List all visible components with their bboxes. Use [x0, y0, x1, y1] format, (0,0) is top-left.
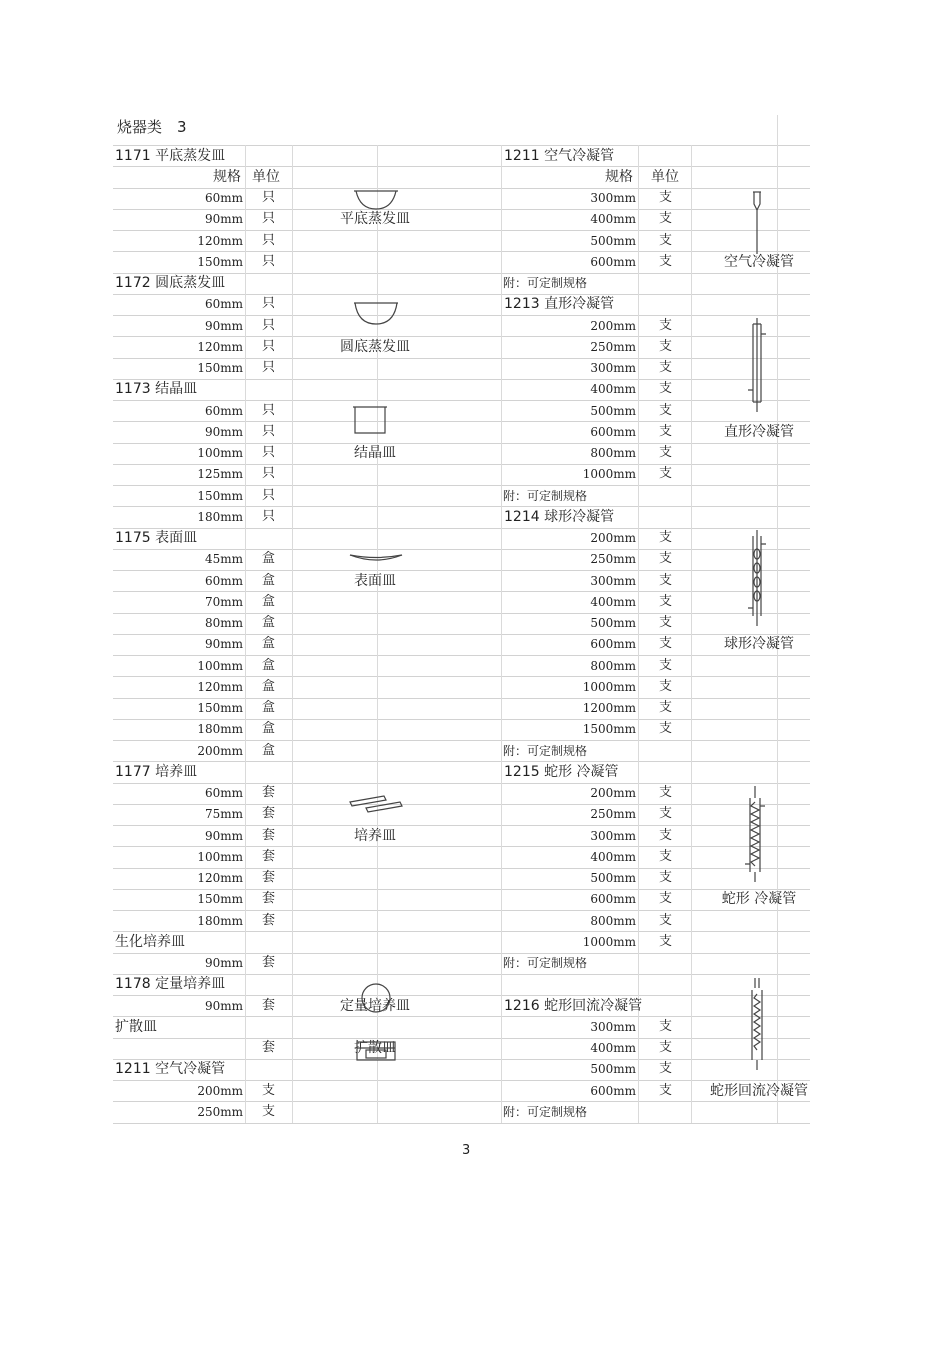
left-unit-value: 支 — [262, 1103, 276, 1119]
coil-condenser-icon — [742, 784, 768, 884]
left-spec-value: 200mm — [197, 1083, 243, 1098]
right-spec-value: 250mm — [590, 807, 636, 822]
left-unit-value: 支 — [262, 1082, 276, 1098]
left-unit-value: 盒 — [262, 657, 276, 673]
left-unit-value: 只 — [262, 232, 276, 248]
right-spec-value: 1500mm — [582, 722, 636, 737]
right-unit-header: 单位 — [651, 168, 679, 185]
left-spec-value: 90mm — [204, 637, 243, 652]
right-unit-value: 支 — [659, 466, 673, 482]
grid-row-line — [113, 634, 810, 635]
left-section-title: 生化培养皿 — [115, 933, 185, 950]
left-unit-value: 套 — [262, 997, 276, 1013]
grid-column-line — [245, 145, 246, 1123]
left-spec-value: 150mm — [197, 892, 243, 907]
right-spec-value: 250mm — [590, 339, 636, 354]
left-unit-value: 套 — [262, 848, 276, 864]
right-unit-value: 支 — [659, 445, 673, 461]
right-spec-value: 500mm — [590, 403, 636, 418]
custom-spec-note: 附：可定制规格 — [503, 743, 588, 758]
left-spec-value: 70mm — [204, 594, 243, 609]
grid-column-line — [777, 115, 778, 145]
left-spec-value: 90mm — [204, 956, 243, 971]
right-spec-value: 400mm — [590, 849, 636, 864]
left-spec-value: 120mm — [197, 233, 243, 248]
left-spec-value: 75mm — [204, 807, 243, 822]
left-unit-value: 盒 — [262, 721, 276, 737]
right-unit-value: 支 — [659, 338, 673, 354]
grid-row-line — [113, 613, 810, 614]
right-spec-value: 800mm — [590, 913, 636, 928]
right-section-title: 1213 直形冷凝管 — [504, 296, 615, 313]
grid-row-line — [113, 294, 810, 295]
left-section-title: 1173 结晶皿 — [115, 381, 198, 398]
page-title: 烧器类 3 — [117, 118, 187, 136]
grid-row-line — [113, 1123, 810, 1124]
left-spec-value: 180mm — [197, 913, 243, 928]
left-unit-value: 套 — [262, 955, 276, 971]
grid-row-line — [113, 251, 810, 252]
grid-row-line — [113, 400, 810, 401]
grid-row-line — [113, 591, 810, 592]
right-spec-value: 300mm — [590, 361, 636, 376]
custom-spec-note: 附：可定制规格 — [503, 276, 588, 291]
left-unit-value: 套 — [262, 870, 276, 886]
left-unit-value: 套 — [262, 912, 276, 928]
grid-row-line — [113, 931, 810, 932]
left-spec-value: 150mm — [197, 361, 243, 376]
grid-row-line — [113, 549, 810, 550]
grid-row-line — [113, 570, 810, 571]
left-unit-value: 只 — [262, 211, 276, 227]
quantitative-culture-dish-icon — [359, 982, 393, 1014]
right-section-title: 1215 蛇形 冷凝管 — [504, 763, 619, 780]
grid-row-line — [113, 421, 810, 422]
grid-row-line — [113, 528, 810, 529]
right-spec-value: 500mm — [590, 616, 636, 631]
left-unit-value: 只 — [262, 445, 276, 461]
diffusion-dish-icon — [355, 1040, 397, 1062]
right-section-title: 1214 球形冷凝管 — [504, 508, 615, 525]
left-spec-value: 60mm — [204, 786, 243, 801]
left-spec-value: 150mm — [197, 254, 243, 269]
right-spec-header: 规格 — [605, 168, 633, 185]
right-unit-value: 支 — [659, 551, 673, 567]
left-spec-value: 125mm — [197, 467, 243, 482]
left-unit-value: 盒 — [262, 636, 276, 652]
grid-row-line — [113, 145, 810, 146]
grid-row-line — [113, 698, 810, 699]
left-spec-value: 120mm — [197, 871, 243, 886]
left-section-title: 1177 培养皿 — [115, 763, 198, 780]
left-spec-value: 150mm — [197, 488, 243, 503]
left-section-title: 1175 表面皿 — [115, 530, 198, 547]
right-unit-value: 支 — [659, 593, 673, 609]
right-spec-value: 200mm — [590, 786, 636, 801]
grid-row-line — [113, 868, 810, 869]
left-spec-value: 180mm — [197, 722, 243, 737]
left-spec-value: 100mm — [197, 658, 243, 673]
left-item-caption: 培养皿 — [354, 827, 396, 844]
right-spec-value: 400mm — [590, 1041, 636, 1056]
straight-condenser-icon — [746, 316, 768, 414]
grid-row-line — [113, 783, 810, 784]
right-unit-value: 支 — [659, 721, 673, 737]
left-item-caption: 结晶皿 — [354, 445, 396, 462]
grid-row-line — [113, 761, 810, 762]
right-spec-value: 500mm — [590, 871, 636, 886]
custom-spec-note: 附：可定制规格 — [503, 956, 588, 971]
right-spec-value: 600mm — [590, 892, 636, 907]
right-spec-value: 300mm — [590, 573, 636, 588]
left-spec-value: 200mm — [197, 743, 243, 758]
grid-row-line — [113, 464, 810, 465]
right-spec-value: 300mm — [590, 1019, 636, 1034]
right-unit-value: 支 — [659, 1061, 673, 1077]
left-spec-value: 90mm — [204, 212, 243, 227]
grid-row-line — [113, 910, 810, 911]
grid-row-line — [113, 209, 810, 210]
right-unit-value: 支 — [659, 530, 673, 546]
left-unit-value: 套 — [262, 891, 276, 907]
page-number: 3 — [462, 1143, 471, 1158]
grid-row-line — [113, 846, 810, 847]
right-unit-value: 支 — [659, 657, 673, 673]
right-unit-value: 支 — [659, 891, 673, 907]
left-unit-value: 盒 — [262, 700, 276, 716]
right-unit-value: 支 — [659, 253, 673, 269]
right-unit-value: 支 — [659, 360, 673, 376]
left-spec-value: 60mm — [204, 403, 243, 418]
right-spec-value: 600mm — [590, 254, 636, 269]
grid-row-line — [113, 506, 810, 507]
left-spec-value: 90mm — [204, 318, 243, 333]
grid-column-line — [691, 145, 692, 1123]
right-unit-value: 支 — [659, 1018, 673, 1034]
left-spec-value: 60mm — [204, 297, 243, 312]
right-unit-value: 支 — [659, 806, 673, 822]
right-unit-value: 支 — [659, 423, 673, 439]
bulb-condenser-icon — [746, 528, 768, 628]
left-unit-value: 只 — [262, 508, 276, 524]
right-spec-value: 600mm — [590, 424, 636, 439]
left-unit-value: 盒 — [262, 572, 276, 588]
left-unit-value: 盒 — [262, 593, 276, 609]
right-spec-value: 1200mm — [582, 701, 636, 716]
left-spec-value: 60mm — [204, 573, 243, 588]
crystallizing-dish-icon — [352, 405, 388, 435]
grid-column-line — [377, 145, 378, 1123]
grid-row-line — [113, 336, 810, 337]
right-spec-value: 250mm — [590, 552, 636, 567]
left-section-title: 1172 圆底蒸发皿 — [115, 275, 226, 292]
left-unit-value: 只 — [262, 317, 276, 333]
left-spec-value: 150mm — [197, 701, 243, 716]
grid-row-line — [113, 974, 810, 975]
right-item-caption: 蛇形回流冷凝管 — [710, 1082, 808, 1099]
right-spec-value: 1000mm — [582, 934, 636, 949]
grid-row-line — [113, 273, 810, 274]
right-unit-value: 支 — [659, 1040, 673, 1056]
left-unit-value: 套 — [262, 827, 276, 843]
left-unit-value: 只 — [262, 487, 276, 503]
round-bottom-evaporating-dish-icon — [352, 300, 400, 326]
grid-row-line — [113, 166, 810, 167]
right-spec-value: 500mm — [590, 1062, 636, 1077]
grid-row-line — [113, 1038, 810, 1039]
grid-row-line — [113, 995, 810, 996]
left-item-caption: 平底蒸发皿 — [340, 211, 410, 228]
left-spec-header: 规格 — [213, 168, 241, 185]
right-unit-value: 支 — [659, 211, 673, 227]
right-unit-value: 支 — [659, 317, 673, 333]
left-spec-value: 250mm — [197, 1104, 243, 1119]
grid-row-line — [113, 804, 810, 805]
grid-row-line — [113, 740, 810, 741]
left-section-title: 1178 定量培养皿 — [115, 976, 226, 993]
right-unit-value: 支 — [659, 785, 673, 801]
left-spec-value: 100mm — [197, 849, 243, 864]
left-spec-value: 120mm — [197, 679, 243, 694]
right-unit-value: 支 — [659, 1082, 673, 1098]
right-spec-value: 400mm — [590, 212, 636, 227]
left-unit-value: 只 — [262, 253, 276, 269]
left-item-caption: 定量培养皿 — [340, 997, 410, 1014]
right-spec-value: 400mm — [590, 594, 636, 609]
right-spec-value: 800mm — [590, 658, 636, 673]
watch-glass-icon — [348, 550, 404, 564]
right-unit-value: 支 — [659, 870, 673, 886]
grid-column-line — [638, 145, 639, 1123]
grid-row-line — [113, 719, 810, 720]
grid-row-line — [113, 315, 810, 316]
left-unit-value: 只 — [262, 338, 276, 354]
left-item-caption: 圆底蒸发皿 — [340, 338, 410, 355]
left-spec-value: 45mm — [204, 552, 243, 567]
grid-row-line — [113, 188, 810, 189]
grid-row-line — [113, 889, 810, 890]
right-unit-value: 支 — [659, 933, 673, 949]
left-unit-value: 盒 — [262, 615, 276, 631]
right-unit-value: 支 — [659, 827, 673, 843]
left-section-title: 扩散皿 — [115, 1018, 157, 1035]
grid-row-line — [113, 953, 810, 954]
left-unit-value: 只 — [262, 190, 276, 206]
grid-row-line — [113, 1080, 810, 1081]
right-spec-value: 1000mm — [582, 679, 636, 694]
flat-bottom-evaporating-dish-icon — [352, 188, 400, 212]
left-unit-value: 盒 — [262, 551, 276, 567]
left-unit-value: 只 — [262, 360, 276, 376]
right-unit-value: 支 — [659, 615, 673, 631]
right-spec-value: 200mm — [590, 531, 636, 546]
left-spec-value: 90mm — [204, 828, 243, 843]
right-unit-value: 支 — [659, 190, 673, 206]
grid-row-line — [113, 379, 810, 380]
left-section-title: 1211 空气冷凝管 — [115, 1061, 226, 1078]
right-item-caption: 球形冷凝管 — [724, 636, 794, 653]
right-spec-value: 500mm — [590, 233, 636, 248]
left-item-caption: 表面皿 — [354, 572, 396, 589]
left-unit-value: 只 — [262, 423, 276, 439]
right-section-title: 1216 蛇形回流冷凝管 — [504, 997, 643, 1014]
left-spec-value: 90mm — [204, 424, 243, 439]
right-spec-value: 1000mm — [582, 467, 636, 482]
right-spec-value: 600mm — [590, 637, 636, 652]
right-section-title: 1211 空气冷凝管 — [504, 147, 615, 164]
grid-row-line — [113, 485, 810, 486]
grid-row-line — [113, 1101, 810, 1102]
left-unit-value: 盒 — [262, 678, 276, 694]
right-unit-value: 支 — [659, 572, 673, 588]
grid-row-line — [113, 1059, 810, 1060]
grid-row-line — [113, 825, 810, 826]
petri-dish-icon — [348, 792, 404, 816]
left-unit-value: 只 — [262, 296, 276, 312]
left-unit-header: 单位 — [252, 168, 280, 185]
right-spec-value: 800mm — [590, 446, 636, 461]
air-condenser-icon — [750, 190, 764, 256]
right-unit-value: 支 — [659, 912, 673, 928]
grid-column-line — [292, 145, 293, 1123]
left-unit-value: 套 — [262, 1040, 276, 1056]
left-spec-value: 80mm — [204, 616, 243, 631]
left-spec-value: 90mm — [204, 998, 243, 1013]
right-spec-value: 400mm — [590, 382, 636, 397]
right-spec-value: 600mm — [590, 1083, 636, 1098]
left-unit-value: 盒 — [262, 742, 276, 758]
grid-column-line — [501, 145, 502, 1123]
left-item-caption: 扩散皿 — [354, 1040, 396, 1057]
left-unit-value: 只 — [262, 466, 276, 482]
left-unit-value: 只 — [262, 402, 276, 418]
grid-row-line — [113, 1016, 810, 1017]
left-unit-value: 套 — [262, 806, 276, 822]
left-section-title: 1171 平底蒸发皿 — [115, 147, 226, 164]
right-unit-value: 支 — [659, 848, 673, 864]
grid-row-line — [113, 676, 810, 677]
coil-reflux-condenser-icon — [744, 976, 770, 1072]
grid-row-line — [113, 358, 810, 359]
right-spec-value: 300mm — [590, 191, 636, 206]
right-unit-value: 支 — [659, 232, 673, 248]
grid-row-line — [113, 230, 810, 231]
right-item-caption: 直形冷凝管 — [724, 423, 794, 440]
right-unit-value: 支 — [659, 636, 673, 652]
right-item-caption: 空气冷凝管 — [724, 253, 794, 270]
left-spec-value: 180mm — [197, 509, 243, 524]
right-unit-value: 支 — [659, 402, 673, 418]
custom-spec-note: 附：可定制规格 — [503, 488, 588, 503]
right-unit-value: 支 — [659, 678, 673, 694]
right-unit-value: 支 — [659, 700, 673, 716]
left-spec-value: 60mm — [204, 191, 243, 206]
left-spec-value: 100mm — [197, 446, 243, 461]
grid-column-line — [777, 145, 778, 1123]
right-unit-value: 支 — [659, 381, 673, 397]
right-item-caption: 蛇形 冷凝管 — [721, 891, 797, 908]
custom-spec-note: 附：可定制规格 — [503, 1104, 588, 1119]
grid-row-line — [113, 443, 810, 444]
grid-row-line — [113, 655, 810, 656]
right-spec-value: 200mm — [590, 318, 636, 333]
left-spec-value: 120mm — [197, 339, 243, 354]
right-spec-value: 300mm — [590, 828, 636, 843]
left-unit-value: 套 — [262, 785, 276, 801]
